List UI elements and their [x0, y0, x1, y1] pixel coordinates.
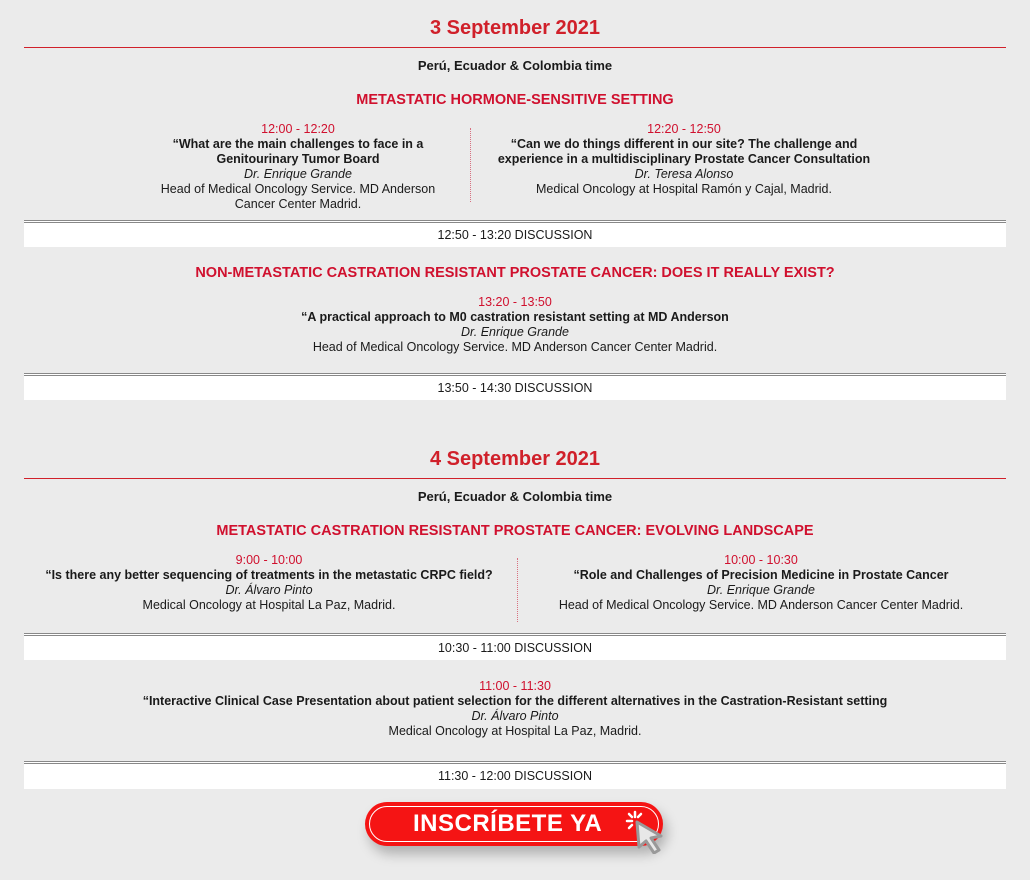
discussion-bar: 10:30 - 11:00 DISCUSSION: [24, 633, 1006, 660]
day1-section2-title: NON-METASTATIC CASTRATION RESISTANT PROSTATE CANCER: DOES IT REALLY EXIST?: [195, 265, 835, 281]
talk-title: experience in a multidisciplinary Prostate Cancer Consultation: [497, 152, 871, 166]
day1-timezone: Perú, Ecuador & Colombia time: [417, 58, 613, 73]
day2-section1-title: METASTATIC CASTRATION RESISTANT PROSTATE CANCER: EVOLVING LANDSCAPE: [216, 523, 814, 539]
talk-speaker: Dr. Álvaro Pinto: [471, 709, 559, 723]
talk-speaker: Dr. Enrique Grande: [461, 325, 569, 339]
talk-card: [24, 679, 1006, 739]
talk-time: 10:00 - 10:30: [724, 553, 798, 567]
talk-affiliation: Head of Medical Oncology Service. MD Anderson: [160, 182, 436, 196]
talk-time: 12:20 - 12:50: [647, 122, 721, 136]
talk-title: “What are the main challenges to face in a: [172, 137, 424, 151]
talk-title: Genitourinary Tumor Board: [216, 152, 380, 166]
talk-time: 11:00 - 11:30: [479, 679, 551, 693]
talk-card: [24, 295, 1006, 355]
talk-affiliation: Medical Oncology at Hospital La Paz, Madrid.: [142, 598, 396, 612]
talk-time: 9:00 - 10:00: [235, 553, 303, 567]
register-now-button[interactable]: [365, 802, 663, 846]
talk-title: “Can we do things different in our site? The challenge and: [510, 137, 858, 151]
talk-card: [24, 553, 514, 613]
talk-affiliation: Cancer Center Madrid.: [234, 197, 362, 211]
talk-speaker: Dr. Teresa Alonso: [634, 167, 734, 181]
talk-speaker: Dr. Álvaro Pinto: [225, 583, 313, 597]
column-divider: [517, 558, 518, 622]
discussion-bar: 11:30 - 12:00 DISCUSSION: [24, 761, 1006, 789]
day2-date: 4 September 2021: [429, 448, 601, 470]
talk-title: “Interactive Clinical Case Presentation about patient selection for the different alternatives in the Castration-Resistant setting: [142, 694, 888, 708]
day2-timezone: Perú, Ecuador & Colombia time: [417, 489, 613, 504]
day2-rule: [24, 478, 1006, 479]
talk-card: [474, 122, 894, 197]
cursor-click-icon: [625, 810, 673, 854]
talk-affiliation: Head of Medical Oncology Service. MD Anderson Cancer Center Madrid.: [312, 340, 718, 354]
talk-title: “A practical approach to M0 castration resistant setting at MD Anderson: [301, 310, 729, 324]
day1-section1-title: METASTATIC HORMONE-SENSITIVE SETTING: [356, 92, 674, 108]
day1-date: 3 September 2021: [429, 17, 601, 39]
talk-card: [520, 553, 1002, 613]
talk-card: [130, 122, 466, 212]
column-divider: [470, 128, 471, 202]
discussion-bar: 13:50 - 14:30 DISCUSSION: [24, 373, 1006, 400]
talk-time: 13:20 - 13:50: [478, 295, 552, 309]
talk-speaker: Dr. Enrique Grande: [244, 167, 352, 181]
talk-title: “Role and Challenges of Precision Medicine in Prostate Cancer: [573, 568, 949, 582]
talk-speaker: Dr. Enrique Grande: [707, 583, 815, 597]
talk-affiliation: Head of Medical Oncology Service. MD Anderson Cancer Center Madrid.: [558, 598, 964, 612]
talk-affiliation: Medical Oncology at Hospital La Paz, Madrid.: [388, 724, 642, 738]
talk-affiliation: Medical Oncology at Hospital Ramón y Cajal, Madrid.: [536, 182, 832, 196]
talk-title: “Is there any better sequencing of treatments in the metastatic CRPC field?: [45, 568, 493, 582]
talk-time: 12:00 - 12:20: [261, 122, 335, 136]
register-now-label: INSCRÍBETE YA: [413, 810, 603, 837]
discussion-bar: 12:50 - 13:20 DISCUSSION: [24, 220, 1006, 247]
day1-rule: [24, 47, 1006, 48]
